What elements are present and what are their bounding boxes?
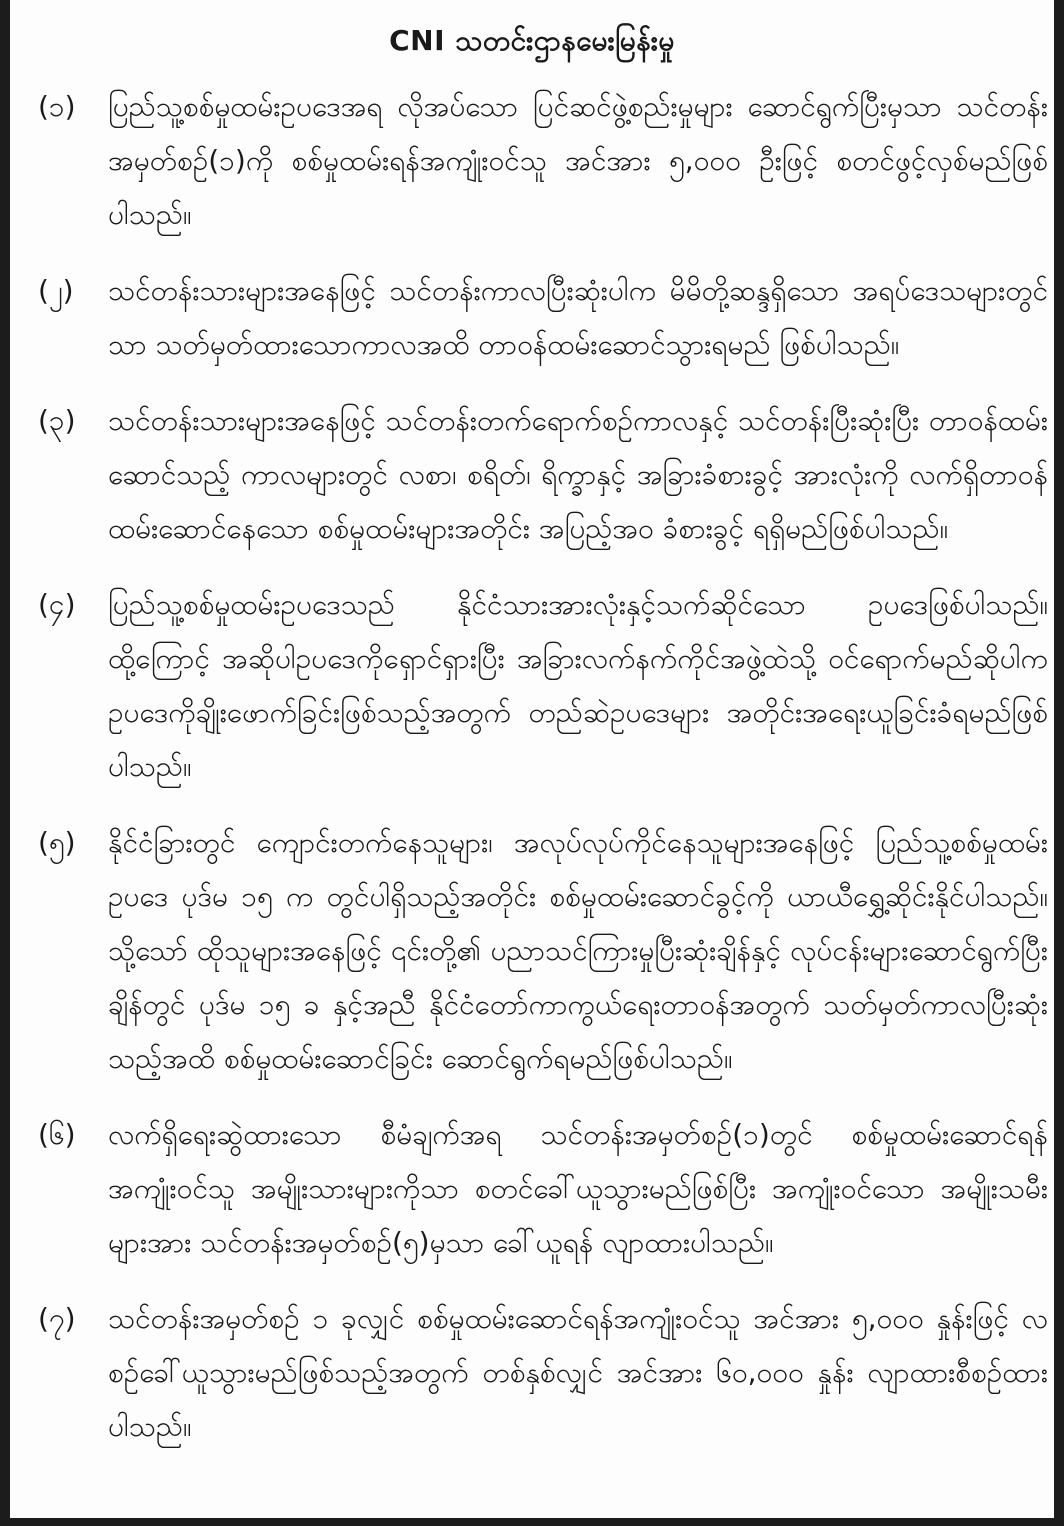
list-item: [38, 578, 1048, 794]
item-text: နိုင်ငံခြားတွင် ကျောင်းတက်နေသူများ၊ အလုပ်လုပ်ကိုင်နေသူများအနေဖြင့် ပြည်သူ့စစ်မှုထမ်းဥပဒေ ပုဒ်မ ၁၅ က တွင်ပါရှိသည့်အတိုင်း စစ်မှုထမ်းဆောင်ခွင့်ကို ယာယီရွှေ့ဆိုင်းနိုင်ပါသည်။ သို့သော် ထိုသူများအနေဖြင့် ၎င်းတို့၏ ပညာသင်ကြားမှုပြီးဆုံးချိန်နှင့် လုပ်ငန်းများဆောင်ရွက်ပြီးချိန်တွင် ပုဒ်မ ၁၅ ခ နှင့်အညီ နိုင်ငံတော်ကာကွယ်ရေးတာဝန်အတွက် သတ်မှတ်ကာလပြီးဆုံးသည့်အထိ စစ်မှုထမ်းဆောင်ခြင်း ဆောင်ရွက်ရမည်ဖြစ်ပါသည်။: [108, 826, 1048, 1075]
item-text: သင်တန်းသားများအနေဖြင့် သင်တန်းကာလပြီးဆုံးပါက မိမိတို့ဆန္ဒရှိသော အရပ်ဒေသများတွင်သာ သတ်မှတ်ထားသောကာလအထိ တာဝန်ထမ်းဆောင်သွားရမည် ဖြစ်ပါသည်။: [108, 274, 1048, 361]
item-text: ပြည်သူ့စစ်မှုထမ်းဥပဒေသည် နိုင်ငံသားအားလုံးနှင့်သက်ဆိုင်သော ဥပဒေဖြစ်ပါသည်။ ထို့ကြောင့် အဆိုပါဥပဒေကိုရှောင်ရှားပြီး အခြားလက်နက်ကိုင်အဖွဲ့ထဲသို့ ဝင်ရောက်မည်ဆိုပါက ဥပဒေကိုချိုးဖောက်ခြင်းဖြစ်သည့်အတွက် တည်ဆဲဥပဒေများ အတိုင်းအရေးယူခြင်းခံရမည်ဖြစ်ပါသည်။: [108, 588, 1048, 783]
item-number: (၃): [38, 404, 76, 437]
item-number: (၄): [38, 588, 76, 621]
item-number: (၆): [38, 1118, 76, 1151]
item-text: လက်ရှိရေးဆွဲထားသော စီမံချက်အရ သင်တန်းအမှတ်စဉ်(၁)တွင် စစ်မှုထမ်းဆောင်ရန်အကျုံးဝင်သူ အမျိုးသားများကိုသာ စတင်ခေါ်ယူသွားမည်ဖြစ်ပြီး အကျုံးဝင်သော အမျိုးသမီးများအား သင်တန်းအမှတ်စဉ်(၅)မှသာ ခေါ်ယူရန် လျာထားပါသည်။: [108, 1118, 1048, 1259]
item-number: (၅): [38, 826, 76, 859]
item-number: (၁): [38, 90, 76, 123]
list-item: [38, 1292, 1048, 1454]
item-list: [38, 80, 1048, 1476]
list-item: [38, 394, 1048, 556]
document-title: CNI သတင်းဌာနမေးမြန်းမှု: [389, 24, 675, 57]
list-item: [38, 816, 1048, 1086]
item-text: သင်တန်းအမှတ်စဉ် ၁ ခုလျှင် စစ်မှုထမ်းဆောင်ရန်အကျုံးဝင်သူ အင်အား ၅,၀၀၀ နှုန်းဖြင့် လစဉ်ခေါ်ယူသွားမည်ဖြစ်သည့်အတွက် တစ်နှစ်လျှင် အင်အား ၆၀,၀၀၀ နှုန်း လျာထားစီစဉ်ထားပါသည်။: [108, 1302, 1048, 1443]
list-item: [38, 1108, 1048, 1270]
list-item: [38, 264, 1048, 372]
item-number: (၇): [38, 1302, 76, 1335]
item-number: (၂): [38, 274, 74, 307]
list-item: [38, 80, 1048, 242]
item-text: ပြည်သူ့စစ်မှုထမ်းဥပဒေအရ လိုအပ်သော ပြင်ဆင်ဖွဲ့စည်းမှုများ ဆောင်ရွက်ပြီးမှသာ သင်တန်းအမှတ်စဉ်(၁)ကို စစ်မှုထမ်းရန်အကျုံးဝင်သူ အင်အား ၅,၀၀၀ ဦးဖြင့် စတင်ဖွင့်လှစ်မည်ဖြစ်ပါသည်။: [108, 90, 1048, 231]
item-text: သင်တန်းသားများအနေဖြင့် သင်တန်းတက်ရောက်စဉ်ကာလနှင့် သင်တန်းပြီးဆုံးပြီး တာဝန်ထမ်းဆောင်သည့် ကာလများတွင် လစာ၊ စရိတ်၊ ရိက္ခာနှင့် အခြားခံစားခွင့် အားလုံးကို လက်ရှိတာဝန်ထမ်းဆောင်နေသော စစ်မှုထမ်းများအတိုင်း အပြည့်အဝ ခံစားခွင့် ရရှိမည်ဖြစ်ပါသည်။: [108, 404, 1048, 545]
